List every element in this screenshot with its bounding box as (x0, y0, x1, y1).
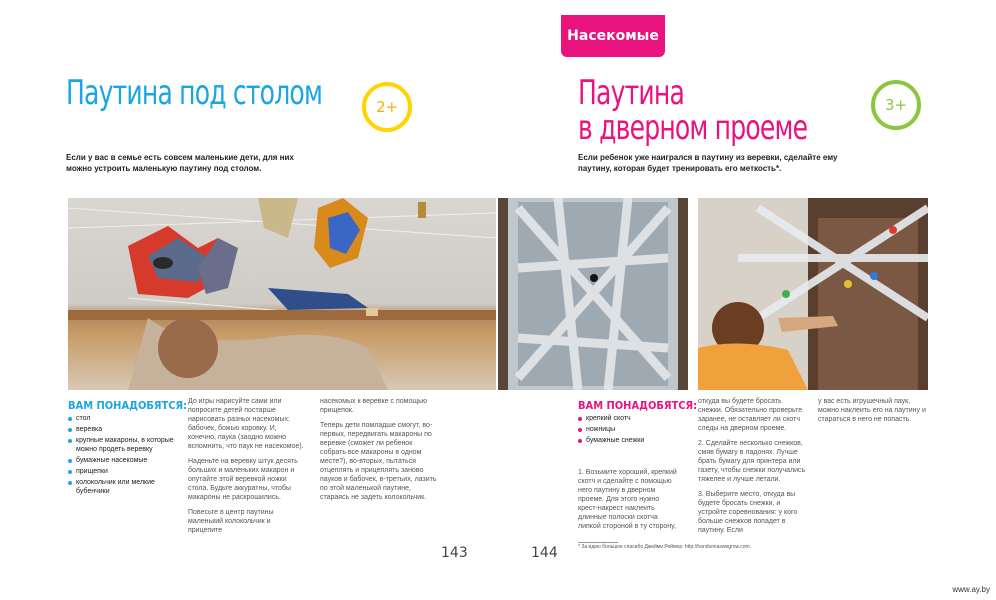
photo-child-under-table (68, 198, 496, 390)
watermark: www.ay.by (952, 585, 990, 594)
photo-illustration (68, 198, 496, 390)
left-needs-list (68, 414, 178, 498)
right-text-column-3 (818, 397, 926, 430)
section-tag: Насекомые (561, 15, 665, 57)
photo-child-throwing-snowballs (698, 198, 928, 390)
list-item: прищепки (68, 467, 178, 476)
right-text-column-2 (698, 397, 806, 541)
left-intro: Если у вас в семье есть совсем маленькие дети, для них можно устроить маленькую паутину под столом. (66, 153, 294, 173)
paragraph: у вас есть игрушечный паук, можно наклеить его на паутину и стараться в него не попасть. (818, 398, 926, 423)
right-title (578, 73, 808, 148)
paragraph: 2. Сделайте несколько снежков, смяв бумагу в ладонях. Лучше брать бумагу для принтера или газету, чтобы снежки получались тяжелее и лучше летали. (698, 440, 806, 483)
list-item: бумажные снежки (578, 436, 678, 445)
list-item: бумажные насекомые (68, 456, 178, 465)
paragraph: До игры нарисуйте сами или попросите детей постарше нарисовать разных насекомых: бабочек, божью коровку. И, конечно, паука (заодно можно вспомнить, что паук не насекомое). (188, 398, 304, 450)
footnote: * За идею большое спасибо Джейми Реймер: http://handsonaswegrow.com. (578, 544, 752, 550)
left-text-column-1 (188, 397, 306, 541)
right-intro: Если ребенок уже наигрался в паутину из веревки, сделайте ему паутину, которая будет тренировать его меткость*. (578, 153, 838, 173)
right-title-line-2: в дверном проеме (578, 107, 808, 148)
left-text-column-2 (320, 397, 440, 508)
list-item: веревка (68, 425, 178, 434)
photo-tape-web-doorway (498, 198, 688, 390)
paragraph: 1. Возьмите хороший, крепкий скотч и сделайте с помощью него паутину в дверном проеме. Для этого нужно крест-накрест наклеить длинные полоски скотча липкой стороной в ту сторону, (578, 469, 677, 530)
left-age-badge: 2+ (362, 82, 412, 132)
paragraph: насекомых к веревке с помощью прищепок. (320, 398, 427, 414)
footnote-divider (578, 542, 618, 543)
paragraph: 3. Выберите место, откуда вы будете бросать снежки, и устройте соревнования: у кого больше снежков попадет в паутину. Если (698, 491, 798, 534)
paragraph: Повесьте в центр паутины маленький колокольчик и прицепите (188, 509, 274, 534)
right-needs-heading: ВАМ ПОНАДОБЯТСЯ: (578, 399, 698, 412)
list-item: крупные макароны, в которые можно продеть веревку (68, 436, 178, 454)
list-item: колокольчик или мелкие бубенчики (68, 478, 178, 496)
right-title-line-1: Паутина (578, 73, 685, 113)
list-item: ножницы (578, 425, 678, 434)
list-item: крепкий скотч (578, 414, 678, 423)
left-title: Паутина под столом (66, 73, 323, 113)
paragraph: Теперь дети помладше смогут, во-первых, передвигать макароны по веревке (сможет ли ребенок собрать все макароны в одном месте?), во-вторых, пытаться отцеплять и прицеплять заново пауков и бабочек, в-третьих, лазить по этой маленькой паутине, стараясь не задеть колокольчик. (320, 422, 437, 501)
page-number-left: 143 (441, 545, 468, 561)
right-needs-list (578, 414, 678, 447)
right-age-badge: 3+ (871, 80, 921, 130)
left-needs-heading: ВАМ ПОНАДОБЯТСЯ: (68, 399, 188, 412)
list-item: стол (68, 414, 178, 423)
paragraph: Наденьте на веревку штук десять больших и маленьких макарон и опутайте этой веревкой ножки стола. Будьте аккуратны, чтобы макароны не раскрошились. (188, 458, 298, 501)
paragraph: откуда вы будете бросать снежки. Обязательно проверьте заранее, не оставляет ли скотч следы на дверном проеме. (698, 398, 803, 432)
photo-illustration (698, 198, 928, 390)
page-number-right: 144 (531, 545, 558, 561)
right-text-column-1 (578, 468, 680, 537)
photo-illustration (498, 198, 688, 390)
